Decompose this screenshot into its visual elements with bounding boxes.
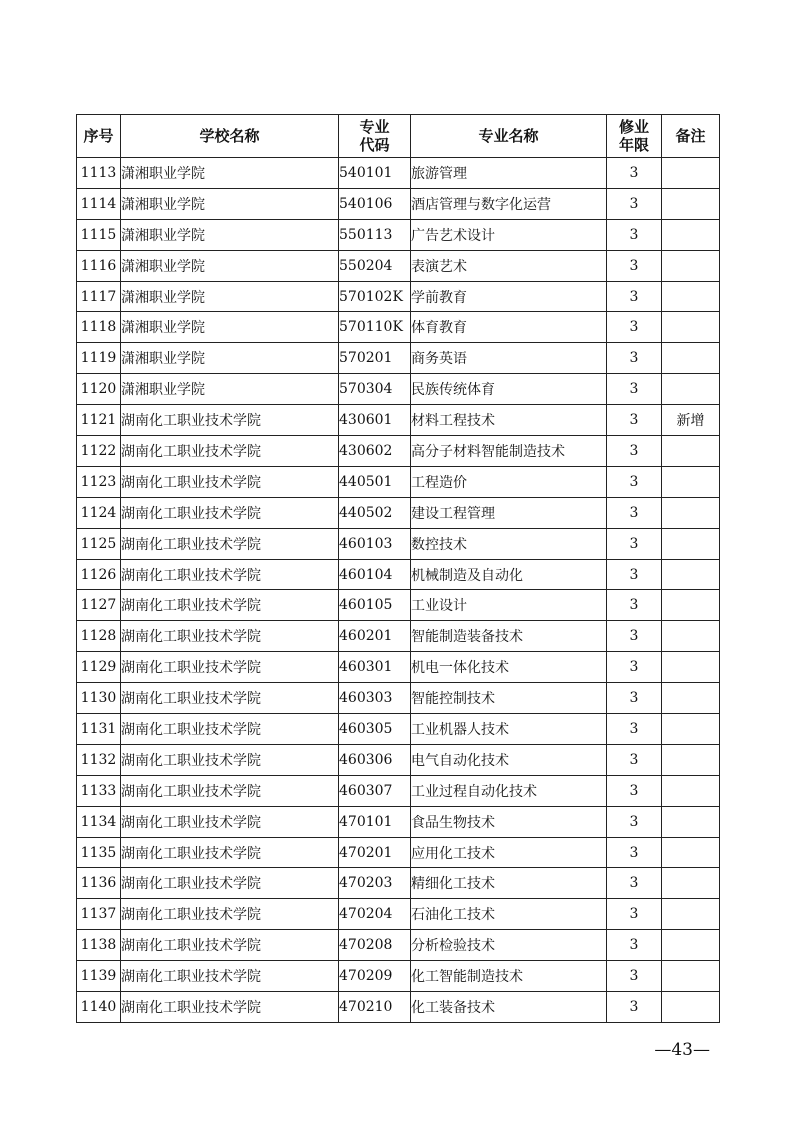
page-number: —43—	[654, 1040, 710, 1060]
table-row	[77, 312, 720, 343]
cell-code: 430601	[339, 405, 411, 436]
table-row	[77, 436, 720, 467]
cell-no: 1131	[77, 714, 121, 745]
cell-school: 湖南化工职业技术学院	[121, 868, 339, 899]
cell-years: 3	[607, 281, 662, 312]
cell-no: 1122	[77, 436, 121, 467]
table-row	[77, 219, 720, 250]
header-note: 备注	[662, 115, 720, 158]
cell-no: 1137	[77, 899, 121, 930]
cell-no: 1129	[77, 652, 121, 683]
cell-no: 1139	[77, 961, 121, 992]
cell-major: 化工装备技术	[411, 992, 607, 1023]
cell-code: 460104	[339, 559, 411, 590]
cell-no: 1119	[77, 343, 121, 374]
cell-no: 1135	[77, 837, 121, 868]
cell-code: 460305	[339, 714, 411, 745]
cell-no: 1123	[77, 466, 121, 497]
cell-years: 3	[607, 961, 662, 992]
header-code: 专业代码	[339, 115, 411, 158]
cell-major: 分析检验技术	[411, 930, 607, 961]
cell-no: 1128	[77, 621, 121, 652]
cell-school: 湖南化工职业技术学院	[121, 775, 339, 806]
cell-school: 湖南化工职业技术学院	[121, 930, 339, 961]
cell-major: 体育教育	[411, 312, 607, 343]
cell-note	[662, 961, 720, 992]
cell-note	[662, 744, 720, 775]
cell-no: 1118	[77, 312, 121, 343]
cell-years: 3	[607, 343, 662, 374]
table-row	[77, 374, 720, 405]
cell-no: 1133	[77, 775, 121, 806]
cell-school: 湖南化工职业技术学院	[121, 961, 339, 992]
cell-code: 550204	[339, 250, 411, 281]
cell-major: 电气自动化技术	[411, 744, 607, 775]
cell-major: 精细化工技术	[411, 868, 607, 899]
table-row	[77, 806, 720, 837]
cell-school: 湖南化工职业技术学院	[121, 992, 339, 1023]
cell-school: 湖南化工职业技术学院	[121, 621, 339, 652]
cell-school: 湖南化工职业技术学院	[121, 559, 339, 590]
cell-years: 3	[607, 466, 662, 497]
cell-major: 智能控制技术	[411, 683, 607, 714]
cell-note	[662, 806, 720, 837]
cell-years: 3	[607, 621, 662, 652]
cell-code: 540101	[339, 158, 411, 189]
cell-code: 470101	[339, 806, 411, 837]
cell-major: 机电一体化技术	[411, 652, 607, 683]
cell-school: 潇湘职业学院	[121, 281, 339, 312]
cell-code: 460301	[339, 652, 411, 683]
table-row	[77, 930, 720, 961]
cell-years: 3	[607, 497, 662, 528]
header-years: 修业年限	[607, 115, 662, 158]
cell-code: 460103	[339, 528, 411, 559]
cell-major: 学前教育	[411, 281, 607, 312]
cell-no: 1140	[77, 992, 121, 1023]
cell-code: 550113	[339, 219, 411, 250]
table-row	[77, 868, 720, 899]
cell-major: 商务英语	[411, 343, 607, 374]
cell-major: 工业过程自动化技术	[411, 775, 607, 806]
cell-years: 3	[607, 806, 662, 837]
cell-school: 湖南化工职业技术学院	[121, 837, 339, 868]
cell-years: 3	[607, 744, 662, 775]
cell-school: 潇湘职业学院	[121, 343, 339, 374]
cell-no: 1136	[77, 868, 121, 899]
cell-code: 460105	[339, 590, 411, 621]
cell-note	[662, 683, 720, 714]
table-row	[77, 899, 720, 930]
cell-no: 1134	[77, 806, 121, 837]
cell-code: 570110K	[339, 312, 411, 343]
cell-years: 3	[607, 590, 662, 621]
cell-note	[662, 343, 720, 374]
cell-code: 460307	[339, 775, 411, 806]
cell-note	[662, 899, 720, 930]
cell-no: 1115	[77, 219, 121, 250]
cell-no: 1113	[77, 158, 121, 189]
cell-school: 潇湘职业学院	[121, 158, 339, 189]
table-row	[77, 837, 720, 868]
cell-note	[662, 188, 720, 219]
table-row	[77, 158, 720, 189]
cell-years: 3	[607, 405, 662, 436]
cell-note	[662, 219, 720, 250]
cell-note	[662, 621, 720, 652]
cell-code: 430602	[339, 436, 411, 467]
cell-major: 机械制造及自动化	[411, 559, 607, 590]
table-row	[77, 683, 720, 714]
cell-code: 460303	[339, 683, 411, 714]
cell-note	[662, 312, 720, 343]
cell-note	[662, 528, 720, 559]
cell-code: 470210	[339, 992, 411, 1023]
cell-no: 1117	[77, 281, 121, 312]
cell-note: 新增	[662, 405, 720, 436]
cell-no: 1138	[77, 930, 121, 961]
cell-years: 3	[607, 837, 662, 868]
header-school: 学校名称	[121, 115, 339, 158]
table-body	[77, 158, 720, 1023]
table-row	[77, 714, 720, 745]
table-row	[77, 652, 720, 683]
cell-note	[662, 497, 720, 528]
cell-no: 1116	[77, 250, 121, 281]
cell-school: 潇湘职业学院	[121, 312, 339, 343]
majors-table	[76, 114, 720, 1023]
cell-note	[662, 837, 720, 868]
cell-major: 工程造价	[411, 466, 607, 497]
table-row	[77, 961, 720, 992]
cell-school: 湖南化工职业技术学院	[121, 590, 339, 621]
cell-note	[662, 590, 720, 621]
cell-years: 3	[607, 652, 662, 683]
cell-no: 1124	[77, 497, 121, 528]
cell-note	[662, 559, 720, 590]
cell-note	[662, 775, 720, 806]
cell-no: 1114	[77, 188, 121, 219]
cell-major: 工业机器人技术	[411, 714, 607, 745]
cell-code: 540106	[339, 188, 411, 219]
cell-note	[662, 281, 720, 312]
cell-school: 湖南化工职业技术学院	[121, 405, 339, 436]
cell-major: 应用化工技术	[411, 837, 607, 868]
cell-code: 470208	[339, 930, 411, 961]
cell-school: 湖南化工职业技术学院	[121, 652, 339, 683]
cell-no: 1130	[77, 683, 121, 714]
cell-major: 材料工程技术	[411, 405, 607, 436]
cell-major: 酒店管理与数字化运营	[411, 188, 607, 219]
cell-years: 3	[607, 528, 662, 559]
cell-code: 460306	[339, 744, 411, 775]
cell-major: 工业设计	[411, 590, 607, 621]
cell-major: 高分子材料智能制造技术	[411, 436, 607, 467]
cell-years: 3	[607, 312, 662, 343]
cell-years: 3	[607, 436, 662, 467]
cell-major: 民族传统体育	[411, 374, 607, 405]
table-row	[77, 528, 720, 559]
cell-years: 3	[607, 559, 662, 590]
cell-years: 3	[607, 868, 662, 899]
cell-school: 湖南化工职业技术学院	[121, 466, 339, 497]
cell-code: 470204	[339, 899, 411, 930]
cell-note	[662, 868, 720, 899]
cell-code: 570304	[339, 374, 411, 405]
cell-years: 3	[607, 992, 662, 1023]
cell-major: 石油化工技术	[411, 899, 607, 930]
cell-school: 湖南化工职业技术学院	[121, 806, 339, 837]
header-no: 序号	[77, 115, 121, 158]
cell-school: 湖南化工职业技术学院	[121, 899, 339, 930]
cell-school: 湖南化工职业技术学院	[121, 436, 339, 467]
table-row	[77, 281, 720, 312]
cell-code: 470203	[339, 868, 411, 899]
cell-note	[662, 714, 720, 745]
cell-years: 3	[607, 930, 662, 961]
cell-note	[662, 250, 720, 281]
cell-major: 智能制造装备技术	[411, 621, 607, 652]
cell-code: 460201	[339, 621, 411, 652]
cell-code: 570201	[339, 343, 411, 374]
cell-major: 数控技术	[411, 528, 607, 559]
table-row	[77, 559, 720, 590]
cell-school: 湖南化工职业技术学院	[121, 744, 339, 775]
cell-years: 3	[607, 775, 662, 806]
cell-note	[662, 992, 720, 1023]
cell-note	[662, 158, 720, 189]
cell-school: 潇湘职业学院	[121, 219, 339, 250]
cell-school: 潇湘职业学院	[121, 374, 339, 405]
cell-major: 化工智能制造技术	[411, 961, 607, 992]
cell-major: 食品生物技术	[411, 806, 607, 837]
table-row	[77, 405, 720, 436]
cell-code: 440502	[339, 497, 411, 528]
table-row	[77, 497, 720, 528]
cell-years: 3	[607, 250, 662, 281]
cell-major: 旅游管理	[411, 158, 607, 189]
header-major: 专业名称	[411, 115, 607, 158]
cell-years: 3	[607, 219, 662, 250]
cell-years: 3	[607, 899, 662, 930]
cell-no: 1120	[77, 374, 121, 405]
cell-school: 湖南化工职业技术学院	[121, 497, 339, 528]
cell-no: 1127	[77, 590, 121, 621]
cell-note	[662, 466, 720, 497]
cell-years: 3	[607, 158, 662, 189]
cell-school: 湖南化工职业技术学院	[121, 528, 339, 559]
table-row	[77, 992, 720, 1023]
cell-note	[662, 930, 720, 961]
cell-major: 表演艺术	[411, 250, 607, 281]
cell-no: 1125	[77, 528, 121, 559]
cell-school: 潇湘职业学院	[121, 188, 339, 219]
cell-note	[662, 652, 720, 683]
table-row	[77, 466, 720, 497]
cell-school: 潇湘职业学院	[121, 250, 339, 281]
table-row	[77, 775, 720, 806]
table-row	[77, 744, 720, 775]
cell-code: 470201	[339, 837, 411, 868]
table-row	[77, 250, 720, 281]
cell-years: 3	[607, 714, 662, 745]
cell-no: 1126	[77, 559, 121, 590]
cell-major: 广告艺术设计	[411, 219, 607, 250]
cell-no: 1121	[77, 405, 121, 436]
cell-code: 470209	[339, 961, 411, 992]
table-row	[77, 343, 720, 374]
cell-school: 湖南化工职业技术学院	[121, 683, 339, 714]
cell-years: 3	[607, 683, 662, 714]
cell-major: 建设工程管理	[411, 497, 607, 528]
cell-code: 570102K	[339, 281, 411, 312]
table-row	[77, 188, 720, 219]
cell-years: 3	[607, 188, 662, 219]
cell-school: 湖南化工职业技术学院	[121, 714, 339, 745]
cell-note	[662, 436, 720, 467]
cell-no: 1132	[77, 744, 121, 775]
table-header-row	[77, 115, 720, 158]
cell-years: 3	[607, 374, 662, 405]
cell-note	[662, 374, 720, 405]
table-row	[77, 621, 720, 652]
table-row	[77, 590, 720, 621]
cell-code: 440501	[339, 466, 411, 497]
